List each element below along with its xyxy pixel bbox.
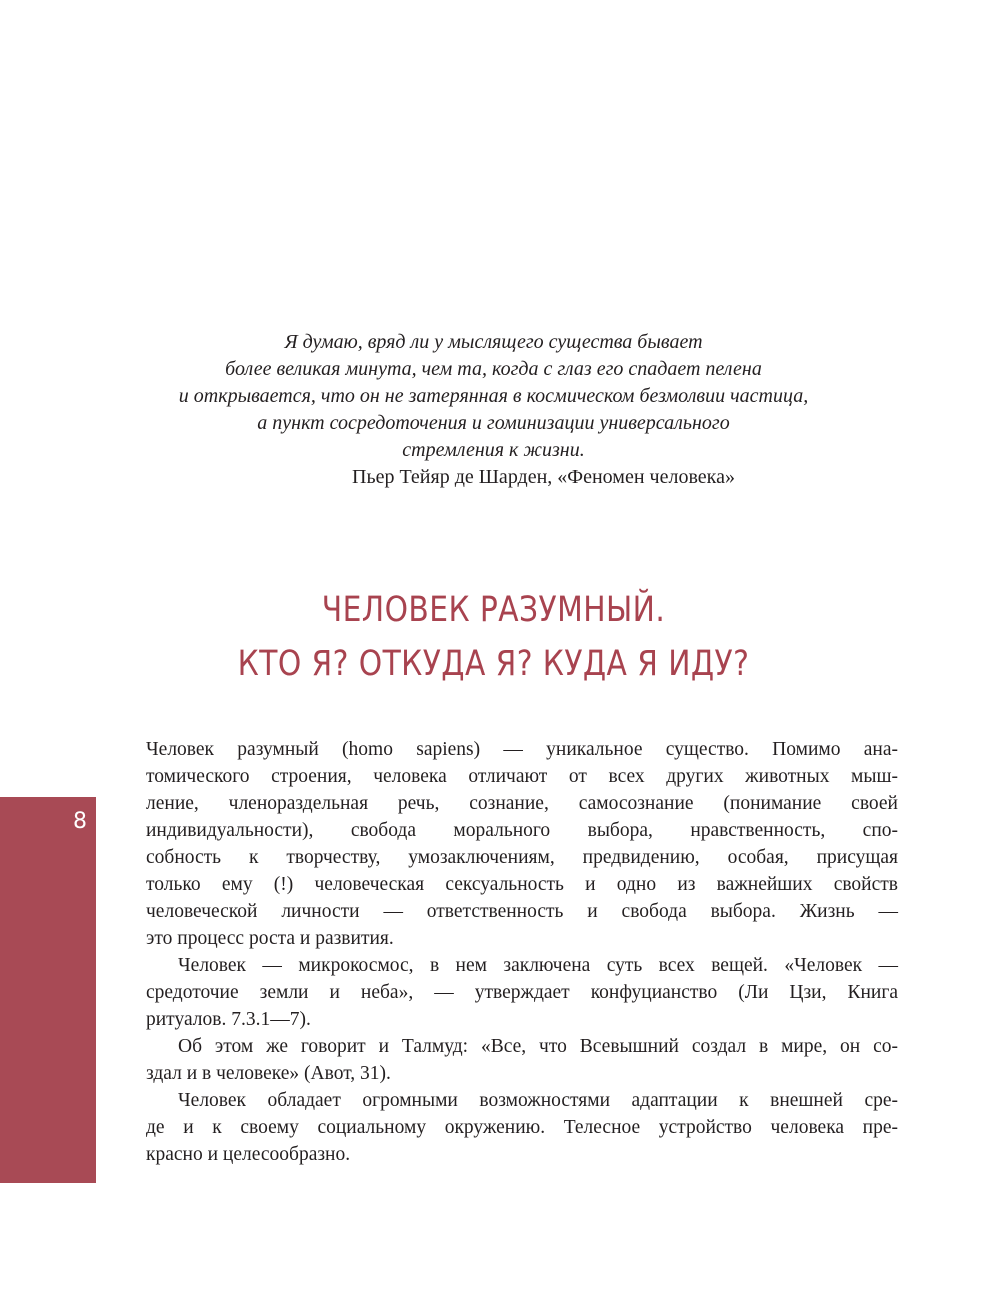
chapter-title-line: ЧЕЛОВЕК РАЗУМНЫЙ.	[321, 590, 666, 630]
epigraph-line: более великая минута, чем та, когда с глаз его спадает пелена	[225, 358, 762, 380]
body-line: собность к творчеству, умозаключениям, предвидению, особая, присущая	[146, 847, 898, 868]
body-line: Человек разумный (homo sapiens) — уникальное существо. Помимо ана-	[146, 739, 898, 760]
side-tab	[0, 797, 96, 1183]
page-number: 8	[73, 809, 87, 834]
epigraph-line: и открывается, что он не затерянная в космическом безмолвии частица,	[178, 385, 809, 407]
epigraph	[120, 329, 867, 491]
body-line: здал и в человеке» (Авот, 31).	[146, 1063, 391, 1084]
body-line: только ему (!) человеческая сексуальность и одно из важнейших свойств	[146, 874, 898, 895]
epigraph-line: Я думаю, вряд ли у мыслящего существа бывает	[284, 331, 703, 353]
body-line: это процесс роста и развития.	[146, 928, 394, 949]
body-line: ление, членораздельная речь, сознание, самосознание (понимание своей	[146, 793, 898, 814]
body-line: Человек — микрокосмос, в нем заключена суть всех вещей. «Человек —	[178, 955, 898, 976]
body-line: индивидуальности), свобода морального выбора, нравственность, спо-	[146, 820, 898, 841]
body-line: человеческой личности — ответственность и свобода выбора. Жизнь —	[146, 901, 898, 922]
body-line: Об этом же говорит и Талмуд: «Все, что Всевышний создал в мире, он со-	[178, 1036, 898, 1057]
epigraph-attribution: Пьер Тейяр де Шарден, «Феномен человека»	[352, 466, 735, 488]
chapter-title-line: КТО Я? ОТКУДА Я? КУДА Я ИДУ?	[237, 644, 750, 684]
body-line: средоточие земли и неба», — утверждает конфуцианство (Ли Цзи, Книга	[146, 982, 898, 1003]
body-line: красно и целесообразно.	[146, 1144, 351, 1165]
body-line: де и к своему социальному окружению. Телесное устройство человека пре-	[146, 1117, 898, 1138]
body-line: Человек обладает огромными возможностями адаптации к внешней сре-	[178, 1090, 898, 1111]
epigraph-line: а пункт сосредоточения и гоминизации универсального	[257, 412, 730, 434]
epigraph-line: стремления к жизни.	[402, 439, 585, 461]
chapter-title	[125, 583, 862, 691]
body-line: томического строения, человека отличают от всех других животных мыш-	[146, 766, 898, 787]
body-line: ритуалов. 7.3.1—7).	[146, 1009, 311, 1030]
body-text	[146, 736, 898, 1168]
